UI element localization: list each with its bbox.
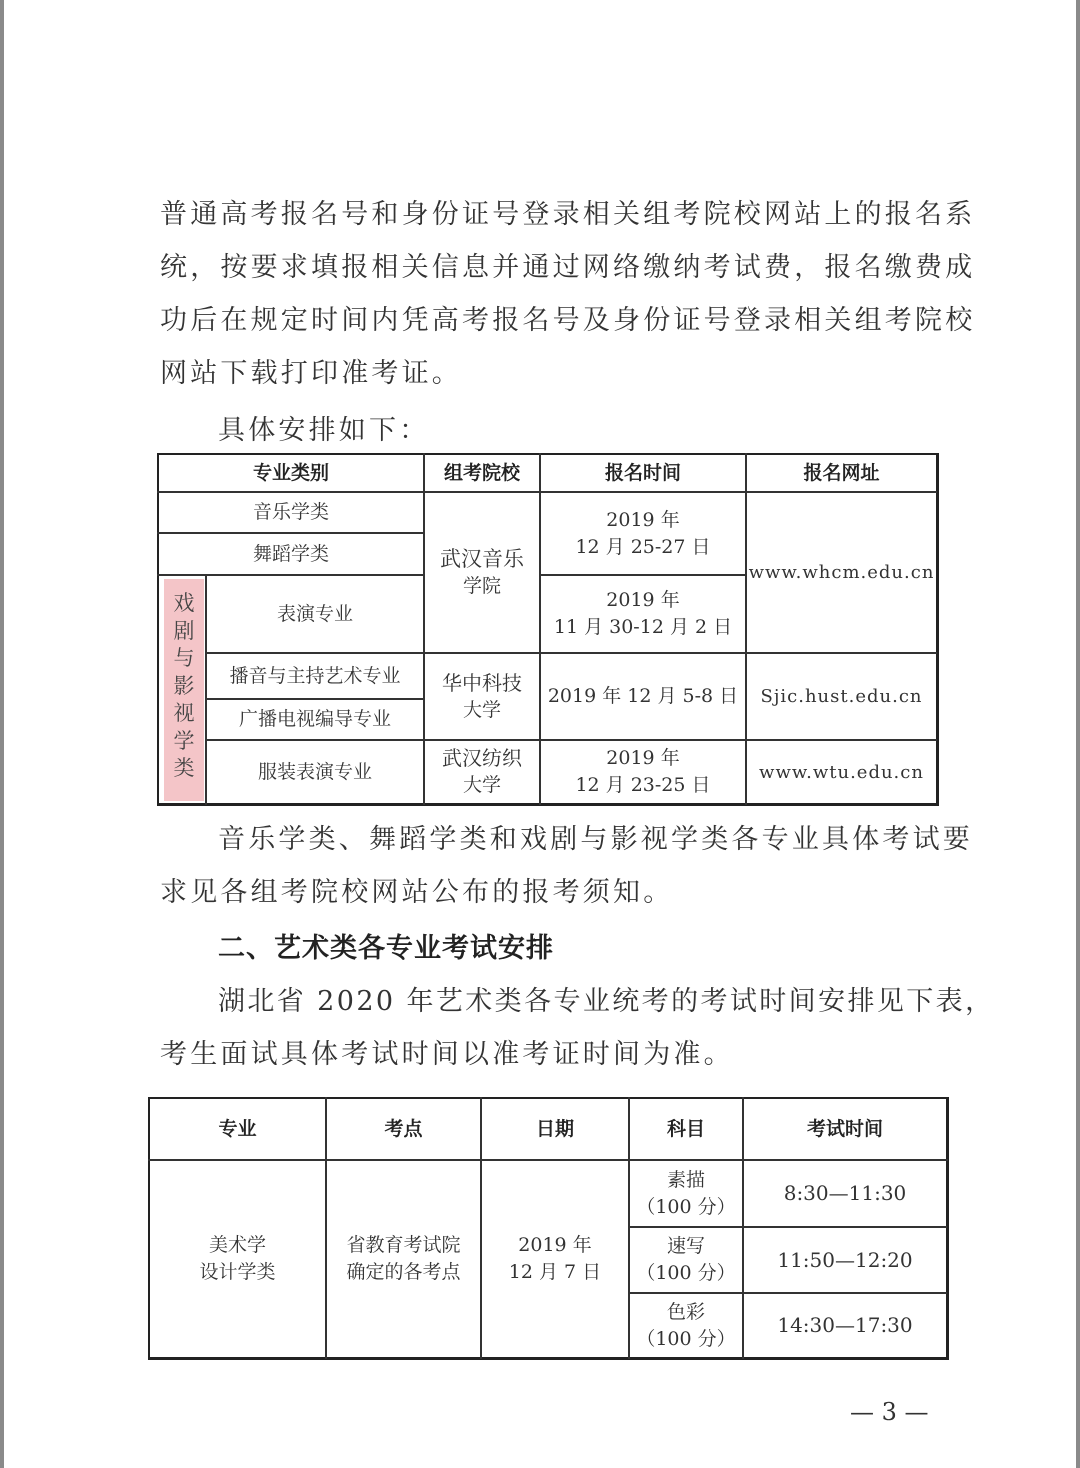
note-paragraph — [160, 813, 973, 919]
note-line: 音乐学类、舞蹈学类和戏剧与影视学类各专业具体考试要 — [218, 824, 973, 855]
header-date: 日期 — [535, 1117, 574, 1140]
arrangement-intro: 具体安排如下： — [218, 415, 430, 446]
header-subject: 科目 — [666, 1117, 705, 1140]
section-line: 湖北省 2020 年艺术类各专业统考的考试时间安排见下表， — [218, 986, 995, 1017]
category-cell: 音乐学类 — [252, 501, 329, 523]
subject-cell — [630, 1294, 742, 1357]
group-char: 与 — [173, 646, 195, 670]
table-border — [946, 1097, 949, 1360]
time-line: 12 月 23-25 日 — [575, 774, 711, 796]
time-cell: 2019 年 12 月 5-8 日 — [547, 685, 739, 707]
subject-cell — [630, 1161, 742, 1226]
venue-line: 确定的各考点 — [346, 1261, 461, 1283]
section-paragraph — [160, 975, 995, 1081]
exam-time-cell: 14:30—17:30 — [777, 1313, 913, 1337]
table-border — [157, 803, 939, 806]
major-line: 美术学 — [208, 1234, 266, 1256]
url-link[interactable]: www.wtu.edu.cn — [759, 761, 924, 783]
time-cell — [541, 741, 745, 803]
group-char: 视 — [173, 701, 195, 725]
intro-line: 统，按要求填报相关信息并通过网络缴纳考试费，报名缴费成 — [160, 252, 976, 283]
date-line: 2019 年 — [518, 1234, 592, 1256]
subject-score: （100 分） — [636, 1195, 736, 1218]
venue-cell — [327, 1161, 480, 1357]
group-char: 剧 — [173, 618, 195, 643]
time-cell — [541, 576, 745, 652]
group-label-vertical — [164, 590, 204, 783]
category-cell: 表演专业 — [276, 602, 353, 625]
url-link[interactable]: www.whcm.edu.cn — [748, 562, 935, 583]
page-number: — 3 — — [850, 1398, 929, 1426]
group-char: 学 — [173, 728, 195, 753]
category-cell: 播音与主持艺术专业 — [229, 664, 401, 687]
page-edge-right — [1076, 0, 1080, 1468]
school-cell — [425, 654, 539, 739]
school-cell — [425, 493, 539, 652]
table-border — [148, 1357, 949, 1360]
header-url: 报名网址 — [803, 461, 880, 484]
header-major: 专业 — [218, 1117, 257, 1140]
note-line: 求见各组考院校网站公布的报考须知。 — [160, 877, 674, 908]
group-char: 戏 — [173, 591, 195, 615]
subject-name: 速写 — [666, 1235, 705, 1257]
time-line: 2019 年 — [606, 589, 680, 611]
intro-line: 普通高考报名号和身份证号登录相关组考院校网站上的报名系 — [160, 199, 976, 230]
venue-line: 省教育考试院 — [346, 1234, 461, 1256]
header-venue: 考点 — [384, 1117, 423, 1140]
school-name: 武汉音乐 — [440, 546, 524, 571]
subject-score: （100 分） — [636, 1327, 736, 1350]
exam-time-cell: 8:30—11:30 — [783, 1181, 907, 1205]
header-time: 报名时间 — [604, 461, 681, 484]
school-name: 大学 — [462, 774, 501, 796]
exam-time-cell: 11:50—12:20 — [777, 1247, 913, 1272]
subject-name: 色彩 — [666, 1300, 705, 1323]
subject-name: 素描 — [666, 1168, 705, 1191]
group-char: 类 — [173, 756, 195, 780]
header-category: 专业类别 — [252, 461, 329, 484]
category-cell: 广播电视编导专业 — [238, 708, 391, 730]
school-name: 华中科技 — [442, 670, 522, 695]
time-line: 12 月 25-27 日 — [575, 535, 711, 558]
school-name: 大学 — [462, 698, 501, 721]
intro-paragraph — [160, 188, 976, 400]
school-cell — [425, 741, 539, 803]
intro-line: 功后在规定时间内凭高考报名号及身份证号登录相关组考院校 — [160, 305, 976, 336]
section-line: 考生面试具体考试时间以准考证时间为准。 — [160, 1039, 734, 1070]
time-cell — [541, 493, 745, 574]
school-name: 武汉纺织 — [442, 746, 522, 770]
category-cell: 服装表演专业 — [257, 760, 372, 783]
table-border — [936, 453, 939, 806]
subject-cell — [630, 1228, 742, 1292]
date-line: 12 月 7 日 — [508, 1261, 602, 1283]
page-edge-left — [0, 0, 4, 1468]
time-line: 2019 年 — [606, 747, 680, 769]
major-line: 设计学类 — [199, 1261, 276, 1283]
category-cell: 舞蹈学类 — [252, 542, 329, 565]
header-exam-time: 考试时间 — [806, 1117, 883, 1140]
url-link[interactable]: Sjic.hust.edu.cn — [760, 686, 923, 707]
section-heading: 二、艺术类各专业考试安排 — [218, 933, 554, 964]
group-char: 影 — [173, 673, 195, 698]
school-name: 学院 — [462, 574, 501, 597]
date-cell — [482, 1161, 628, 1357]
subject-score: （100 分） — [636, 1262, 736, 1284]
intro-line: 网站下载打印准考证。 — [160, 358, 462, 389]
major-cell — [150, 1161, 325, 1357]
time-line: 2019 年 — [606, 508, 680, 531]
header-school: 组考院校 — [443, 461, 520, 484]
time-line: 11 月 30-12 月 2 日 — [553, 616, 733, 638]
